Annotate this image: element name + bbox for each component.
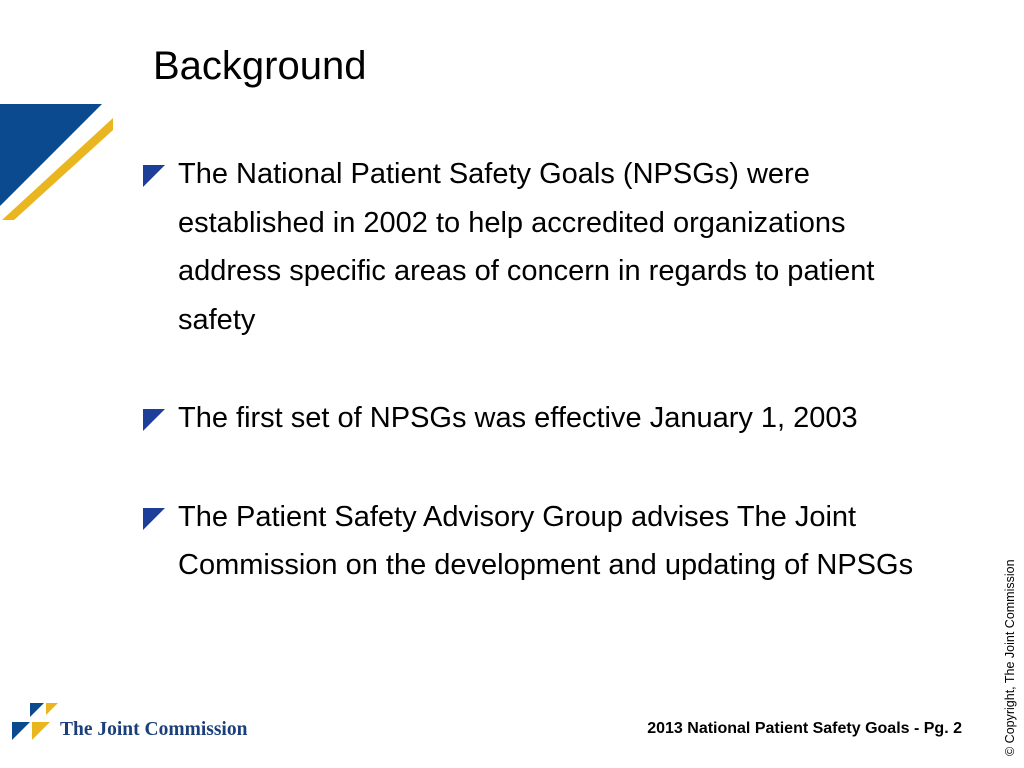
joint-commission-logo-icon xyxy=(12,702,58,742)
triangle-bullet-icon xyxy=(143,409,165,431)
logo-text: The Joint Commission xyxy=(60,719,248,740)
bullet-item xyxy=(143,493,923,590)
bullet-list xyxy=(143,150,923,590)
page-title: Background xyxy=(153,44,367,88)
corner-triangles-icon xyxy=(0,104,116,220)
footer-page-label: 2013 National Patient Safety Goals - Pg. 2 xyxy=(647,720,962,737)
bullet-text: The Patient Safety Advisory Group advises The Joint Commission on the development and updating of NPSGs xyxy=(178,500,914,581)
joint-commission-logo xyxy=(12,702,247,742)
bullet-item xyxy=(143,394,923,443)
bullet-text: The first set of NPSGs was effective January 1, 2003 xyxy=(178,402,858,434)
copyright-notice: © Copyright, The Joint Commission xyxy=(1003,559,1017,756)
bullet-item xyxy=(143,150,923,344)
triangle-bullet-icon xyxy=(143,508,165,530)
triangle-bullet-icon xyxy=(143,165,165,187)
bullet-text: The National Patient Safety Goals (NPSGs) were established in 2002 to help accredited organizations address specific areas of concern in regards to patient safety xyxy=(178,158,875,336)
